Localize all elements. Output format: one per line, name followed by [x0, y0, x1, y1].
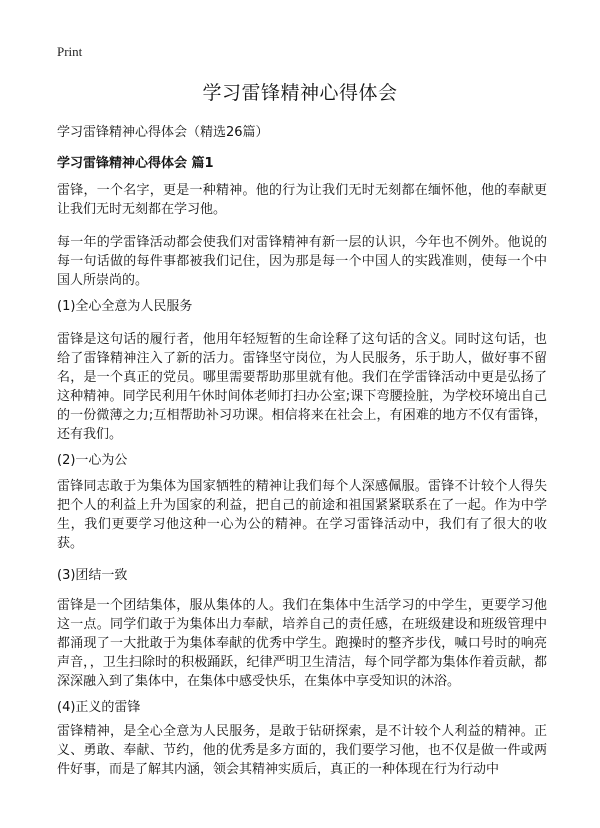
paragraph-intro: 雷锋，一个名字，更是一种精神。他的行为让我们无时无刻都在缅怀他，他的奉献更让我们无时无刻都在学习他。	[57, 183, 547, 217]
page-title: 学习雷锋精神心得体会	[202, 82, 398, 104]
paragraph-serve-people: 雷锋是这句话的履行者，他用年轻短暂的生命诠释了这句话的含义。同时这句话，也给了雷锋精神注入了新的活力。雷锋坚守岗位，为人民服务，乐于助人，做好事不留名，是一个真正的党员。哪里需要帮助那里就有他。我们在学雷锋活动中更是弘扬了这种精神。同学民利用午休时间体老师打扫办公室;课下弯腰捡脏，为学校环境出自己的一份微薄之力;互相帮助补习功课。相信将来在社会上，有困难的地方不仅有雷锋，还有我们。	[57, 332, 547, 442]
print-link[interactable]: Print	[57, 44, 83, 59]
subheading-serve-people: (1)全心全意为人民服务	[57, 299, 193, 314]
subheading-public-spirit: (2)一心为公	[57, 453, 128, 468]
section-heading: 学习雷锋精神心得体会 篇1	[57, 156, 214, 171]
paragraph-unity: 雷锋是一个团结集体，服从集体的人。我们在集体中生活学习的中学生，更要学习他这一点。同学们敢于为集体出力奉献，培养自己的责任感，在班级建设和班级管理中都涌现了一大批敢于为集体奉献的优秀中学生。跑操时的整齐步伐，喊口号时的响亮声音，，卫生扫除时的积极踊跃，纪律严明卫生清洁，每个同学都为集体作着贡献，都深深融入到了集体中，在集体中感受快乐，在集体中享受知识的沐浴。	[57, 598, 547, 689]
document-subtitle: 学习雷锋精神心得体会（精选26篇）	[57, 125, 269, 140]
subheading-righteous: (4)正义的雷锋	[57, 700, 141, 715]
paragraph-public-spirit: 雷锋同志敢于为集体为国家牺牲的精神让我们每个人深感佩服。雷锋不计较个人得失把个人的利益上升为国家的利益，把自己的前途和祖国紧紧联系在了一起。作为中学生，我们更要学习他这种一心为公的精神。在学习雷锋活动中，我们有了很大的收获。	[57, 479, 547, 551]
paragraph-annual: 每一年的学雷锋活动都会使我们对雷锋精神有新一层的认识，今年也不例外。他说的每一句话做的每件事都被我们记住，因为那是每一个中国人的实践准则，使每一个中国人所崇尚的。	[57, 235, 547, 288]
paragraph-righteous: 雷锋精神，是全心全意为人民服务，是敢于钻研探索，是不计较个人利益的精神。正义、勇敢、奉献、节约，他的优秀是多方面的，我们要学习他，也不仅是做一件或两件好事，而是了解其内涵，领会其精神实质后，真正的一种体现在行为行动中	[57, 724, 547, 777]
subheading-unity: (3)团结一致	[57, 568, 128, 583]
